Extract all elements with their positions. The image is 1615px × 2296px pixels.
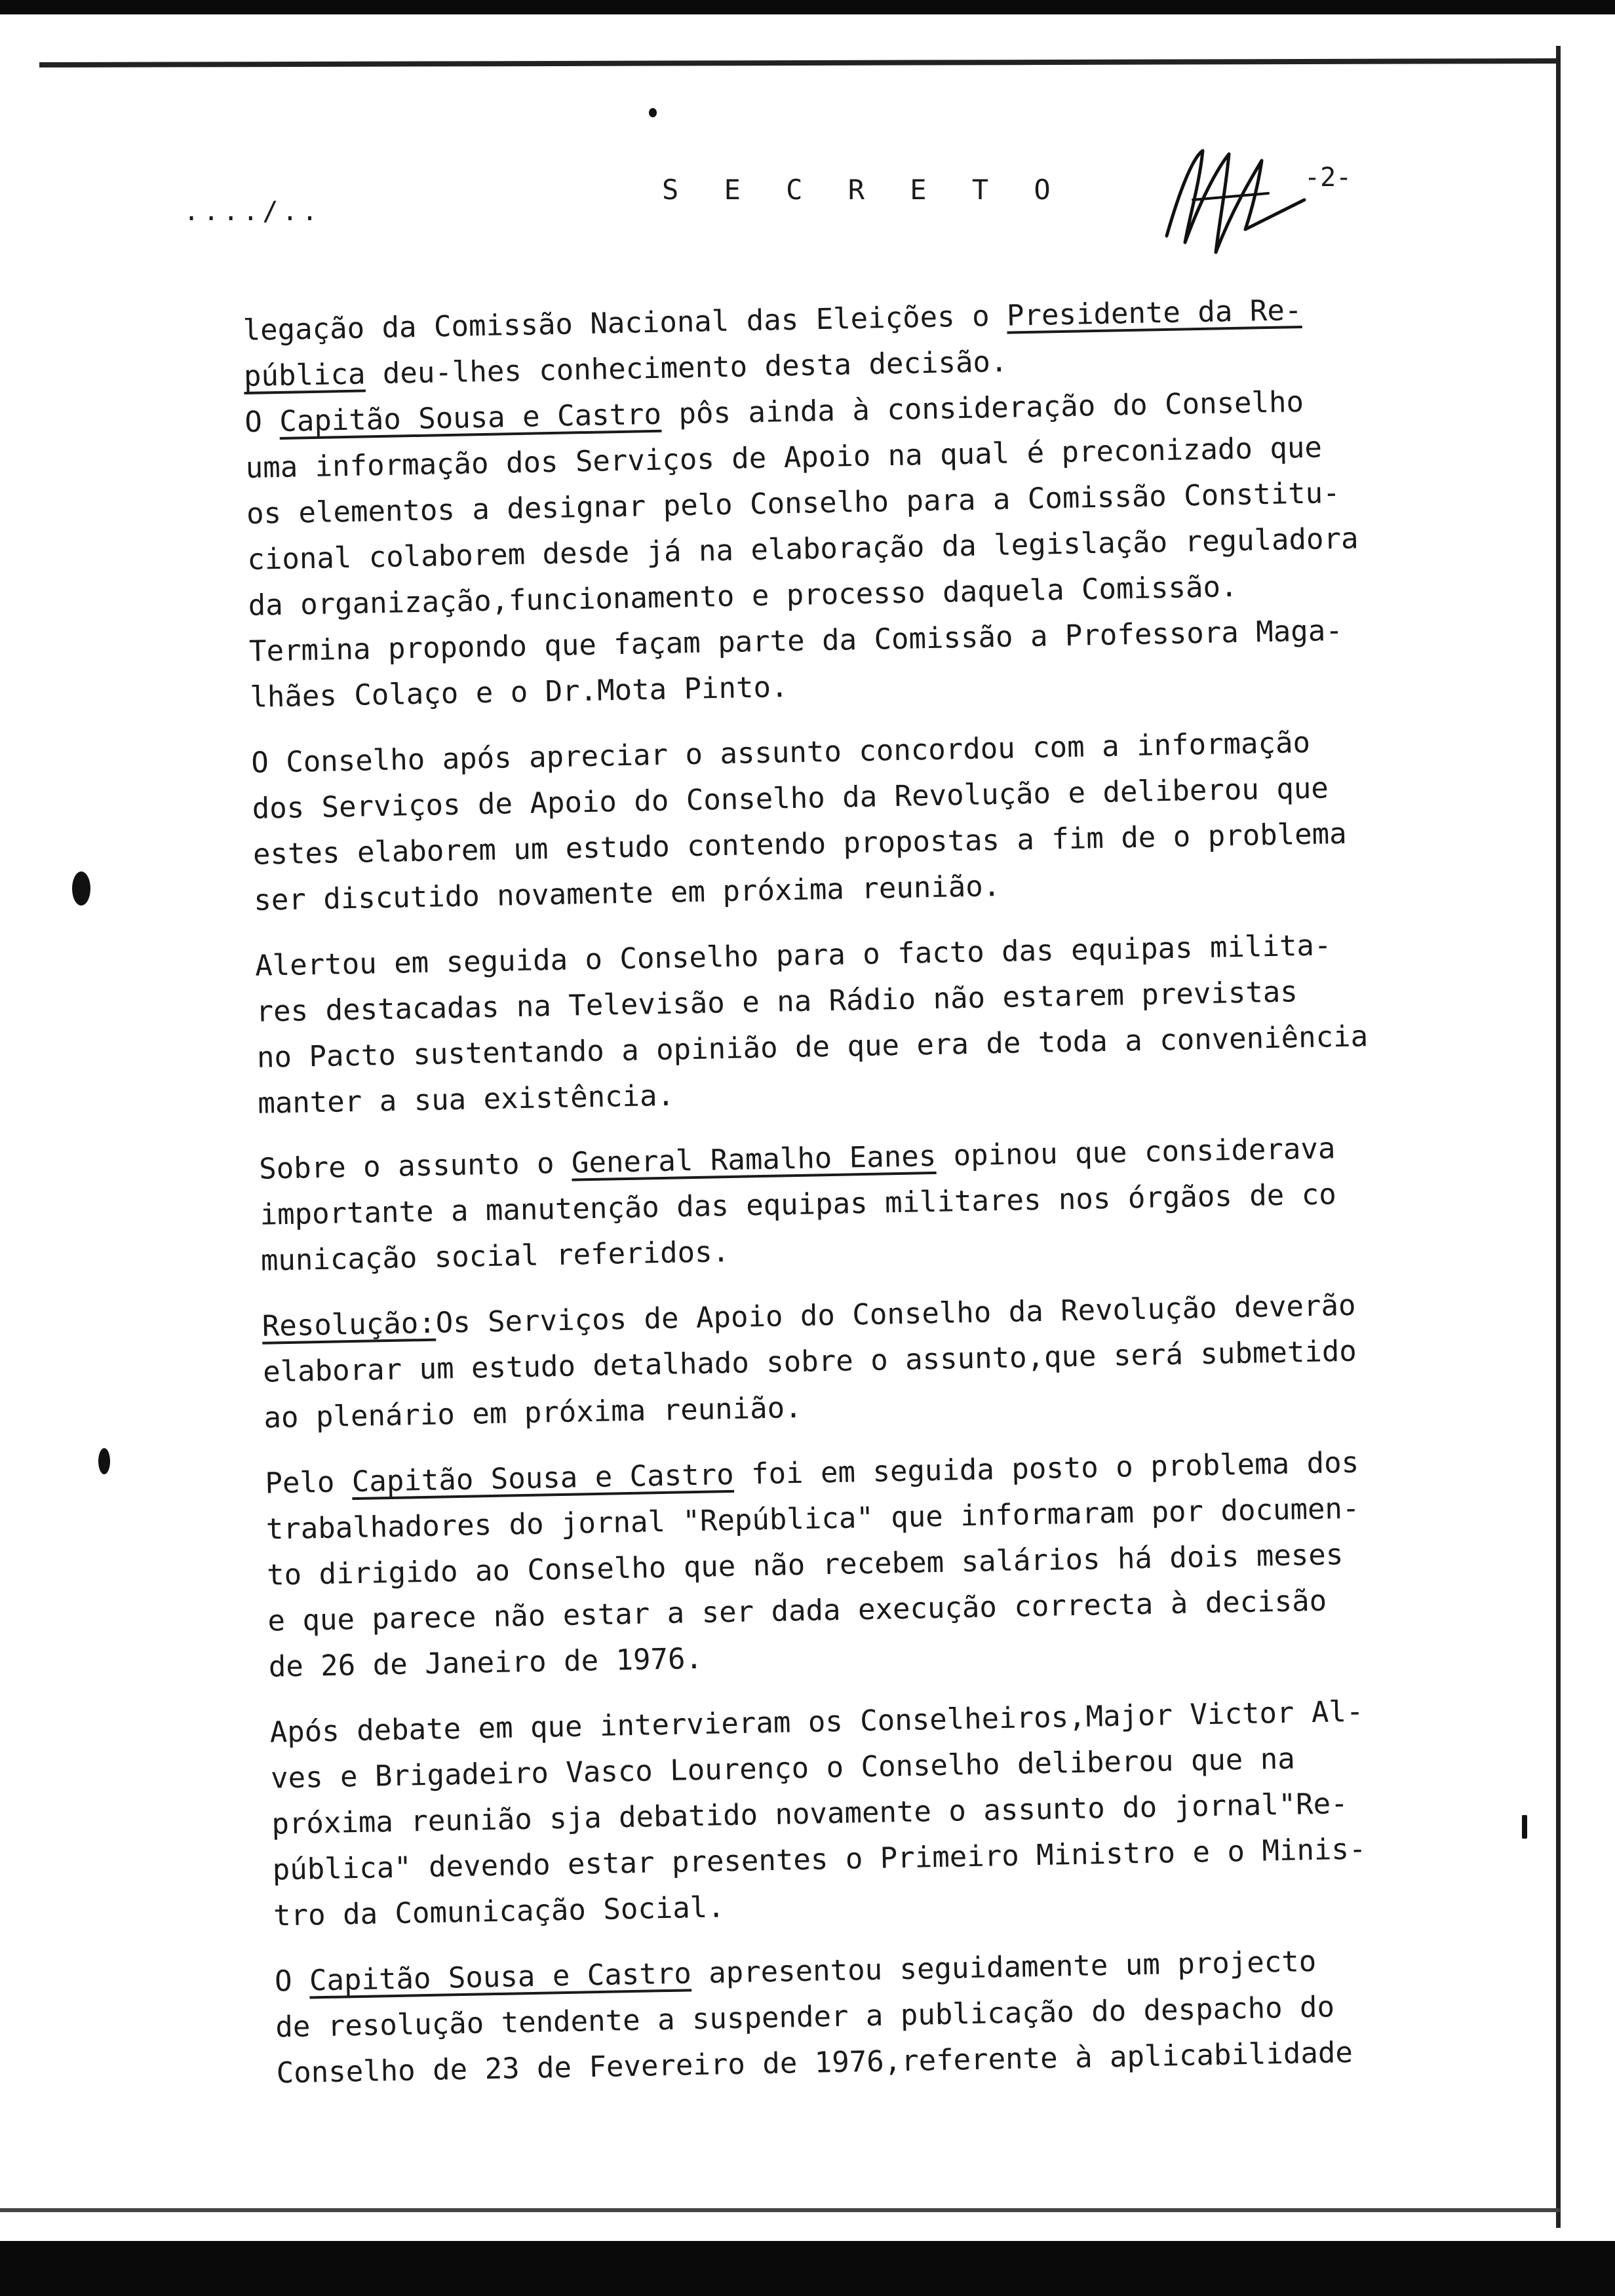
text-run: Conselho de 23 de Fevereiro de 1976,referente à aplicabilidade bbox=[276, 2035, 1353, 2090]
text-run: uma informação dos Serviços de Apoio na qual é preconizado que bbox=[245, 430, 1323, 485]
paragraph bbox=[265, 1438, 1488, 1691]
text-run: foi em seguida posto o problema dos bbox=[733, 1445, 1359, 1491]
text-run: pôs ainda à consideração do Conselho bbox=[661, 385, 1304, 431]
text-run: Alertou em seguida o Conselho para o facto das equipas milita- bbox=[254, 928, 1332, 983]
scan-speck bbox=[649, 108, 657, 117]
text-run: próxima reunião sja debatido novamente o assunto do jornal"Re- bbox=[271, 1787, 1349, 1841]
scan-speck bbox=[98, 1448, 110, 1474]
text-run: os elementos a designar pelo Conselho para a Comissão Constitu- bbox=[246, 476, 1341, 531]
paragraph bbox=[251, 717, 1473, 924]
paragraph bbox=[269, 1687, 1492, 1940]
underlined-text: Capitão Sousa e Castro bbox=[279, 397, 662, 438]
text-run: no Pacto sustentando a opinião de que era de toda a conveniência bbox=[256, 1020, 1369, 1075]
page-number: -2- bbox=[1304, 163, 1352, 193]
text-run: trabalhadores do jornal "República" que informaram por documen- bbox=[265, 1491, 1360, 1546]
underlined-text: Presidente da Re- bbox=[1006, 293, 1302, 333]
scan-speck bbox=[1522, 1815, 1527, 1839]
text-run: da organização,funcionamento e processo daquela Comissão. bbox=[248, 569, 1238, 622]
paragraph bbox=[243, 284, 1469, 721]
scan-top-edge bbox=[0, 0, 1615, 14]
text-run: apresentou seguidamente um projecto bbox=[691, 1945, 1317, 1991]
underlined-text: General Ramalho Eanes bbox=[571, 1139, 937, 1180]
text-run: Após debate em que intervieram os Conselheiros,Major Victor Al- bbox=[269, 1694, 1364, 1750]
text-run: pública" devendo estar presentes o Primeiro Ministro e o Minis- bbox=[272, 1832, 1367, 1887]
text-run: importante a manutenção das equipas militares nos órgãos de co bbox=[260, 1177, 1337, 1232]
underlined-text: Capitão Sousa e Castro bbox=[309, 1957, 692, 1998]
text-run: de resolução tendente a suspender a publicação do despacho do bbox=[275, 1990, 1335, 2044]
text-run: legação da Comissão Nacional das Eleições o bbox=[243, 299, 1007, 347]
scan-speck bbox=[72, 871, 90, 906]
text-run: to dirigido ao Conselho que não recebem salários há dois meses bbox=[266, 1538, 1344, 1592]
page-bottom-rule bbox=[0, 2208, 1560, 2212]
text-run: de 26 de Janeiro de 1976. bbox=[268, 1641, 703, 1684]
text-run: cional colaborem desde já na elaboração da legislação reguladora bbox=[246, 522, 1359, 577]
text-run: tro da Comunicação Social. bbox=[273, 1890, 726, 1933]
text-run: municação social referidos. bbox=[260, 1235, 730, 1278]
text-run: manter a sua existência. bbox=[257, 1079, 675, 1120]
handwritten-initials-signature bbox=[1154, 138, 1311, 262]
text-run: ao plenário em próxima reunião. bbox=[263, 1390, 803, 1435]
text-run: Termina propondo que façam parte da Comissão a Professora Maga- bbox=[248, 613, 1344, 668]
text-run: res destacadas na Televisão e na Rádio não estarem previstas bbox=[256, 975, 1298, 1029]
document-body bbox=[243, 284, 1496, 2096]
text-run: O bbox=[244, 404, 280, 439]
text-run: elaborar um estudo detalhado sobre o assunto,que será submetido bbox=[262, 1334, 1357, 1389]
underlined-text: Resolução: bbox=[262, 1306, 437, 1343]
page-top-rule bbox=[39, 58, 1560, 67]
text-run: O Conselho após apreciar o assunto concordou com a informação bbox=[250, 725, 1311, 780]
paragraph bbox=[255, 920, 1477, 1127]
scan-bottom-edge bbox=[0, 2241, 1615, 2296]
underlined-text: pública bbox=[243, 357, 366, 393]
text-run: estes elaborem um estudo contendo propostas a fim de o problema bbox=[252, 816, 1348, 871]
text-run: ser discutido novamente em próxima reunião. bbox=[253, 869, 1001, 917]
paragraph bbox=[274, 1936, 1496, 2097]
text-run: Os Serviços de Apoio do Conselho da Revolução deverão bbox=[435, 1288, 1356, 1340]
classification-heading: S E C R E T O bbox=[662, 174, 1065, 206]
text-run: ves e Brigadeiro Vasco Lourenço o Conselho deliberou que na bbox=[270, 1742, 1296, 1795]
continuation-mark: ..../.. bbox=[184, 197, 322, 227]
paragraph bbox=[262, 1280, 1483, 1442]
page-right-margin-rule bbox=[1556, 46, 1561, 2228]
text-run: Sobre o assunto o bbox=[258, 1146, 572, 1186]
text-run: e que parece não estar a ser dada execução correcta à decisão bbox=[267, 1584, 1327, 1638]
text-run: opinou que considerava bbox=[935, 1132, 1336, 1173]
text-run: deu-lhes conhecimento desta decisão. bbox=[364, 345, 1008, 391]
paragraph bbox=[259, 1123, 1481, 1284]
text-run: Pelo bbox=[264, 1465, 353, 1501]
text-run: dos Serviços de Apoio do Conselho da Revolução e deliberou que bbox=[252, 771, 1329, 826]
text-run: O bbox=[274, 1964, 310, 1999]
underlined-text: Capitão Sousa e Castro bbox=[351, 1457, 735, 1499]
text-run: lhães Colaço e o Dr.Mota Pinto. bbox=[249, 670, 788, 714]
